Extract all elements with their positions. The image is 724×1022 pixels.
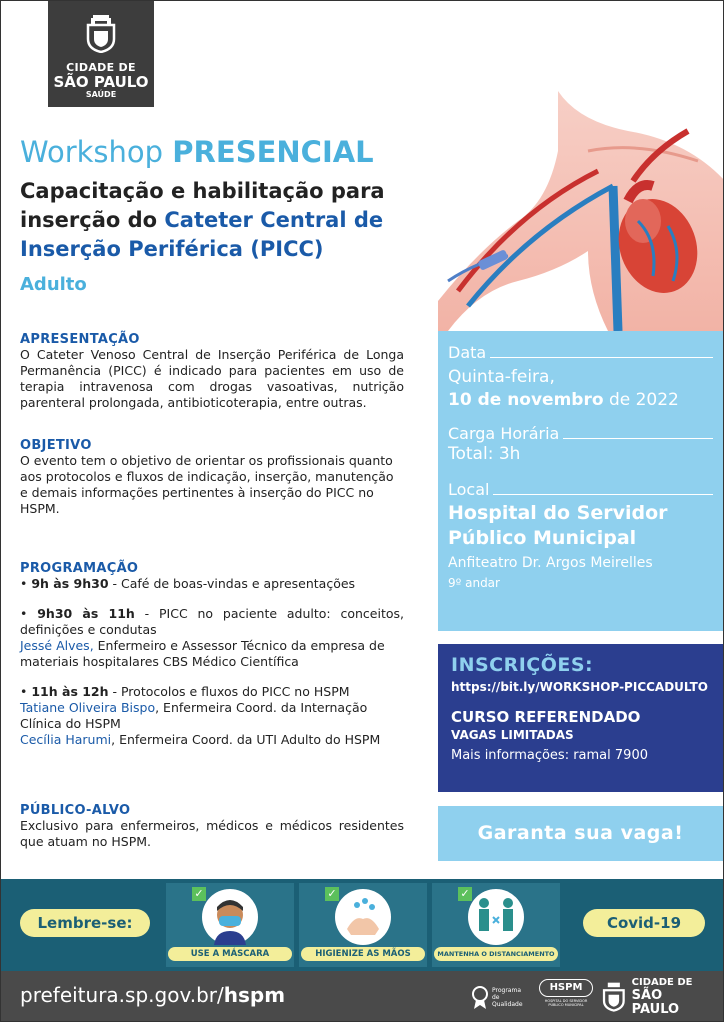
prog-item-3-speaker1: Tatiane Oliveira Bispo xyxy=(20,700,156,715)
main-title-part1: Capacitação e habilitação para inserção do xyxy=(20,179,385,232)
footer-url-bold: hspm xyxy=(223,983,286,1007)
logo-line3: SAÚDE xyxy=(85,90,117,99)
mais-informacoes: Mais informações: ramal 7900 xyxy=(451,748,648,763)
mask-caption: USE A MÁSCARA xyxy=(168,947,292,961)
crest-icon xyxy=(601,981,627,1013)
main-title-highlight: Cateter Central de Inserção Periférica (PICC) xyxy=(20,208,384,261)
footer xyxy=(1,971,724,1022)
quality-label: Programa de Qualidade xyxy=(492,986,523,1008)
prog-item-2-time: 9h30 às 11h xyxy=(37,606,135,621)
section-objetivo xyxy=(20,438,404,517)
prog-item-1-text: - Café de boas-vindas e apresentações xyxy=(108,576,356,591)
workshop-title xyxy=(20,135,374,169)
check-icon: ✓ xyxy=(192,887,206,901)
logo-line1: CIDADE DE xyxy=(66,61,136,74)
local-floor: 9º andar xyxy=(448,576,500,590)
prog-item-3-speaker2: Cecília Harumi xyxy=(20,732,112,747)
apresentacao-heading: APRESENTAÇÃO xyxy=(20,332,140,347)
vagas-limitadas: VAGAS LIMITADAS xyxy=(451,728,574,742)
cta-banner: Garanta sua vaga! xyxy=(438,806,723,861)
prog-item-2-text: - PICC no paciente adulto: conceitos, definições e condutas xyxy=(20,606,404,637)
city-logo-footer-text xyxy=(632,977,713,1017)
city-logo-footer xyxy=(601,979,713,1015)
city-logo-footer-line2: SÃO PAULO xyxy=(631,988,680,1017)
hspm-sub: HOSPITAL DO SERVIDOR PÚBLICO MUNICIPAL xyxy=(544,999,588,1007)
prog-item-3-time: 11h às 12h xyxy=(31,684,109,699)
prog-item-1: • 9h às 9h30 - Café de boas-vindas e apresentações xyxy=(20,576,356,591)
hspm-logo xyxy=(539,979,593,1015)
city-logo-footer-line1: CIDADE DE xyxy=(631,977,693,988)
local-room: Anfiteatro Dr. Argos Meirelles xyxy=(448,555,653,571)
date-value xyxy=(448,389,713,412)
footer-url-prefix: prefeitura.sp.gov.br/ xyxy=(20,983,224,1007)
carga-label-row xyxy=(448,424,713,443)
prog-item-2-speaker: Jessé Alves, xyxy=(20,638,94,653)
date-label: Data xyxy=(448,343,487,362)
subtitle: Adulto xyxy=(20,274,87,295)
lembre-pill: Lembre-se: xyxy=(20,909,150,937)
prog-item-3-text: - Protocolos e fluxos do PICC no HSPM xyxy=(108,684,350,699)
prog-item-2-speaker-line xyxy=(20,638,404,670)
hspm-label: HSPM xyxy=(539,979,593,997)
hands-caption: HIGIENIZE AS MÃOS xyxy=(301,947,425,961)
check-icon: ✓ xyxy=(325,887,339,901)
publico-heading: PÚBLICO-ALVO xyxy=(20,803,131,818)
apresentacao-text: O Cateter Venoso Central de Inserção Periférica de Longa Permanência (PICC) é indicado para pacientes em uso de terapia intravenosa com drogas vasoativas, nutrição parenteral prolongada, antibioticoterapia, entre outras. xyxy=(20,347,404,410)
hands-icon xyxy=(335,889,391,945)
programacao-heading: PROGRAMAÇÃO xyxy=(20,561,139,576)
crest-icon xyxy=(84,15,118,53)
distance-caption: MANTENHA O DISTANCIAMENTO xyxy=(434,947,558,961)
tile-distance xyxy=(432,883,560,967)
carga-value: Total: 3h xyxy=(448,444,521,464)
logo-line2: SÃO PAULO xyxy=(53,73,149,91)
carga-label: Carga Horária xyxy=(448,424,560,443)
prog-item-3-speaker1-desc: , Enfermeira Coord. da Internação Clínica do HSPM xyxy=(20,700,368,731)
date-bold: 10 de novembro xyxy=(448,390,604,410)
prog-item-3-speaker2-desc: , Enfermeira Coord. da UTI Adulto do HSPM xyxy=(111,732,381,747)
event-info-panel xyxy=(438,331,723,631)
prog-item-3-speaker1-line xyxy=(20,700,404,732)
programa-qualidade-logo xyxy=(471,981,529,1013)
date-day: Quinta-feira, xyxy=(448,367,555,387)
prog-item-1-time: 9h às 9h30 xyxy=(31,576,109,591)
publico-text: Exclusivo para enfermeiros, médicos e médicos residentes que atuam no HSPM. xyxy=(20,818,404,849)
curso-referendado: CURSO REFERENDADO xyxy=(451,708,641,726)
section-publico xyxy=(20,803,404,850)
tile-mask xyxy=(166,883,294,967)
check-icon: ✓ xyxy=(458,887,472,901)
workshop-mode: PRESENCIAL xyxy=(172,135,374,169)
objetivo-text: O evento tem o objetivo de orientar os profissionais quanto aos protocolos e fluxos de indicação, inserção, manutenção e demais informações pertinentes à inserção do PICC no HSPM. xyxy=(20,453,394,516)
mask-icon xyxy=(202,889,258,945)
prog-item-3: • 11h às 12h - Protocolos e fluxos do PICC no HSPM xyxy=(20,684,350,699)
main-title xyxy=(20,177,440,264)
workshop-prefix: Workshop xyxy=(20,135,173,169)
prog-item-2: • 9h30 às 11h - PICC no paciente adulto: conceitos, definições e condutas xyxy=(20,606,404,637)
covid-pill: Covid-19 xyxy=(583,909,705,937)
date-label-row xyxy=(448,343,713,362)
distance-icon xyxy=(468,889,524,945)
local-name-1: Hospital do Servidor xyxy=(448,502,668,524)
anatomy-illustration xyxy=(438,91,724,331)
section-programacao xyxy=(20,561,404,748)
local-label: Local xyxy=(448,480,490,499)
local-name-2: Público Municipal xyxy=(448,527,637,549)
quality-icon xyxy=(471,985,489,1009)
registration-link[interactable]: https://bit.ly/WORKSHOP-PICCADULTO xyxy=(451,680,708,694)
registration-panel xyxy=(438,644,723,792)
footer-url[interactable] xyxy=(20,983,285,1007)
section-apresentacao xyxy=(20,332,404,411)
tile-hands xyxy=(299,883,427,967)
objetivo-heading: OBJETIVO xyxy=(20,438,92,453)
prog-item-2-speaker-desc: Enfermeiro e Assessor Técnico da empresa de materiais hospitalares CBS Médico Científica xyxy=(20,638,385,669)
city-logo xyxy=(48,1,154,107)
prog-item-3-speaker2-line xyxy=(20,732,404,748)
date-year: de 2022 xyxy=(603,390,679,410)
local-label-row xyxy=(448,480,713,499)
registration-heading: INSCRIÇÕES: xyxy=(451,654,594,676)
reminder-band xyxy=(1,879,724,971)
